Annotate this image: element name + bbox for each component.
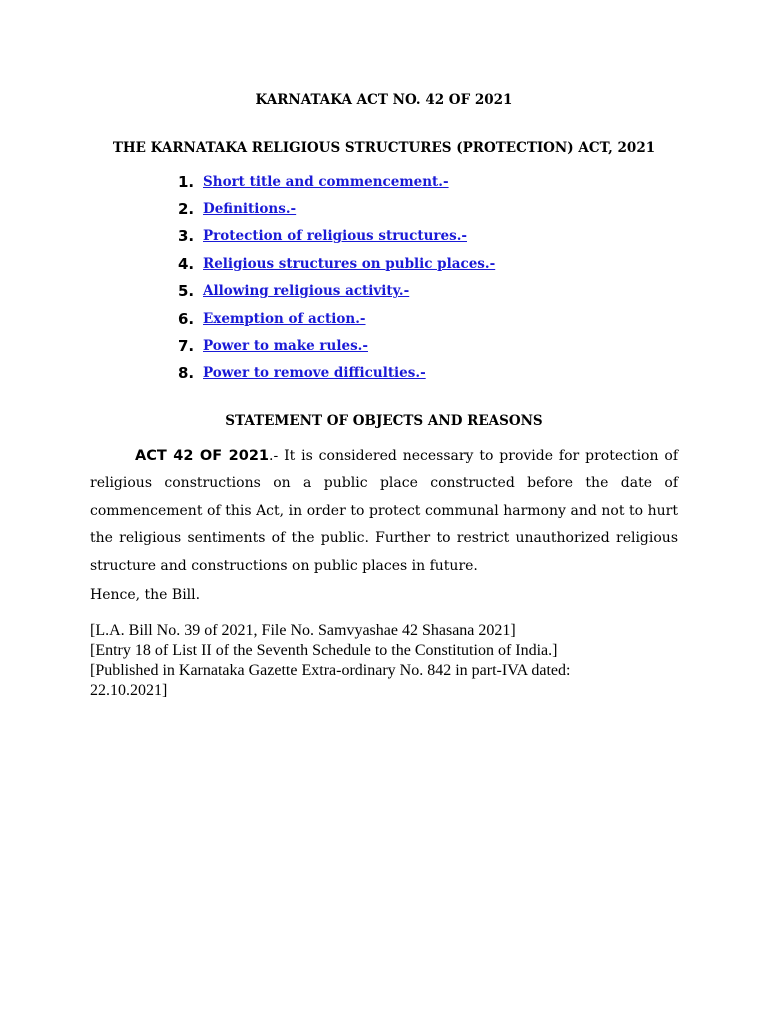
toc-link-definitions[interactable]: Definitions.- (203, 201, 297, 218)
toc-item-number: 6. (178, 309, 195, 328)
statement-paragraph (90, 443, 678, 580)
toc-link-make-rules[interactable]: Power to make rules.- (203, 338, 368, 355)
toc-item (178, 250, 495, 277)
table-of-contents (178, 168, 495, 387)
toc-link-public-places[interactable]: Religious structures on public places.- (203, 255, 496, 272)
statement-heading: STATEMENT OF OBJECTS AND REASONS (225, 413, 543, 429)
toc-item (178, 278, 495, 305)
toc-item-number: 2. (178, 200, 195, 219)
toc-link-religious-activity[interactable]: Allowing religious activity.- (203, 283, 410, 300)
reference-line: [L.A. Bill No. 39 of 2021, File No. Samvyashae 42 Shasana 2021] (90, 622, 516, 639)
toc-item (178, 195, 495, 222)
toc-item (178, 305, 495, 332)
reference-line: [Published in Karnataka Gazette Extra-ordinary No. 842 in part-IVA dated: (90, 662, 571, 679)
toc-link-exemption[interactable]: Exemption of action.- (203, 310, 366, 327)
statement-body: .- It is considered necessary to provide for protection of religious constructions on a public place constructed before the date of commencement of this Act, in order to protect communal harmony and not to hurt the religious sentiments of the public. Further to restrict unauthorized religious structure and constructions on public places in future. (90, 448, 678, 574)
toc-item (178, 360, 495, 387)
act-number-heading: KARNATAKA ACT NO. 42 OF 2021 (255, 92, 513, 108)
toc-item-number: 5. (178, 282, 195, 301)
toc-item (178, 223, 495, 250)
toc-item (178, 332, 495, 359)
toc-item-number: 4. (178, 254, 195, 273)
reference-line: 22.10.2021] (90, 682, 168, 699)
toc-item (178, 168, 495, 195)
toc-link-short-title[interactable]: Short title and commencement.- (203, 173, 449, 190)
statement-lead: ACT 42 OF 2021 (135, 448, 269, 464)
toc-item-number: 1. (178, 172, 195, 191)
toc-link-protection[interactable]: Protection of religious structures.- (203, 228, 467, 245)
reference-line: [Entry 18 of List II of the Seventh Schedule to the Constitution of India.] (90, 642, 558, 659)
act-title-heading: THE KARNATAKA RELIGIOUS STRUCTURES (PROTECTION) ACT, 2021 (112, 140, 656, 156)
statement-closing: Hence, the Bill. (90, 587, 201, 603)
toc-item-number: 7. (178, 337, 195, 356)
toc-link-remove-difficulties[interactable]: Power to remove difficulties.- (203, 365, 426, 382)
toc-item-number: 8. (178, 364, 195, 383)
toc-item-number: 3. (178, 227, 195, 246)
references-block (90, 621, 690, 701)
